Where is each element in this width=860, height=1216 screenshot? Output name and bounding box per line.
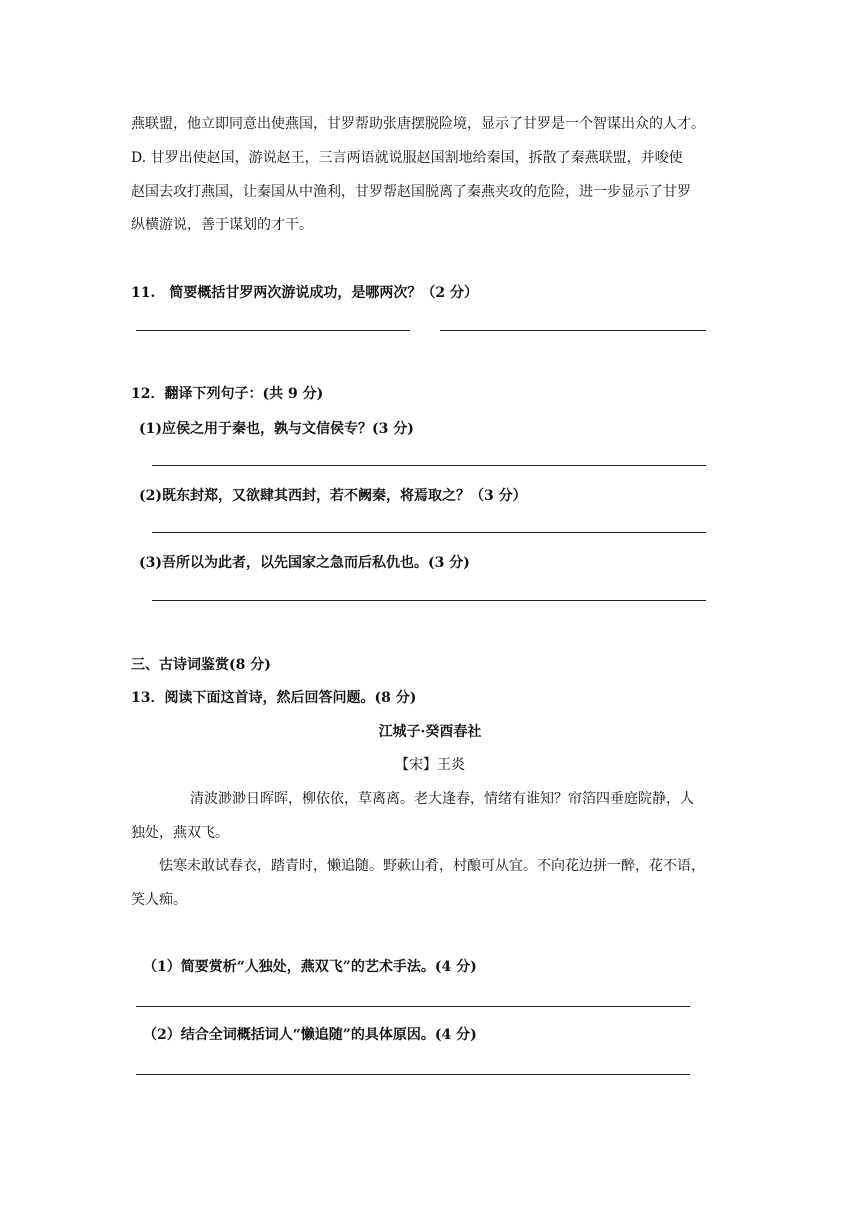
answer-line-11a[interactable] — [136, 330, 410, 331]
question-13: 13．阅读下面这首诗，然后回答问题。(8 分) — [131, 690, 417, 706]
question-12-item-2: (2)既东封郑，又欲肆其西封，若不阙秦，将焉取之？（3 分） — [139, 488, 527, 504]
question-12-item-3: (3)吾所以为此者，以先国家之急而后私仇也。(3 分) — [139, 555, 470, 571]
answer-line-13-1[interactable] — [136, 1006, 690, 1007]
section-3-heading: 三、古诗词鉴赏(8 分) — [131, 657, 271, 673]
poem-stanza-1-line-1: 清波渺渺日晖晖，柳依依，草离离。老大逢春，情绪有谁知？帘箔四垂庭院静，人 — [190, 791, 694, 807]
question-12-item-1: (1)应侯之用于秦也，孰与文信侯专？(3 分) — [139, 421, 414, 437]
answer-line-12-3[interactable] — [152, 600, 706, 601]
poem-stanza-1-line-2: 独处，燕双飞。 — [131, 825, 229, 841]
poem-author: 【宋】王炎 — [395, 757, 465, 773]
question-13-sub-2: （2）结合全词概括词人“懒追随”的具体原因。(4 分) — [143, 1027, 477, 1043]
poem-title: 江城子·癸酉春社 — [378, 724, 482, 740]
question-13-sub-1: （1）简要赏析“人独处，燕双飞”的艺术手法。(4 分) — [143, 959, 477, 975]
poem-stanza-2-line-2: 笑人痴。 — [131, 892, 187, 908]
question-12: 12．翻译下列句子：(共 9 分) — [131, 386, 324, 402]
option-d-text-line-3: 纵横游说，善于谋划的才干。 — [131, 217, 313, 233]
option-d-text-line-1: D. 甘罗出使赵国，游说赵王，三言两语就说服赵国割地给秦国，拆散了秦燕联盟，并唆使 — [131, 150, 683, 166]
answer-line-12-1[interactable] — [152, 465, 706, 466]
option-c-text-line-2: 燕联盟，他立即同意出使燕国，甘罗帮助张唐摆脱险境，显示了甘罗是一个智谋出众的人才。 — [131, 116, 705, 132]
question-11: 11. 简要概括甘罗两次游说成功，是哪两次？（2 分） — [131, 285, 478, 301]
option-d-text-line-2: 赵国去攻打燕国，让秦国从中渔利，甘罗帮赵国脱离了秦燕夹攻的危险，进一步显示了甘罗 — [131, 184, 691, 200]
answer-line-12-2[interactable] — [152, 532, 706, 533]
poem-stanza-2-line-1: 怯寒未敢试春衣，踏青时，懒追随。野蔌山肴，村酿可从宜。不向花边拼一醉，花不语， — [159, 858, 705, 874]
answer-line-13-2[interactable] — [136, 1074, 690, 1075]
answer-line-11b[interactable] — [440, 330, 706, 331]
